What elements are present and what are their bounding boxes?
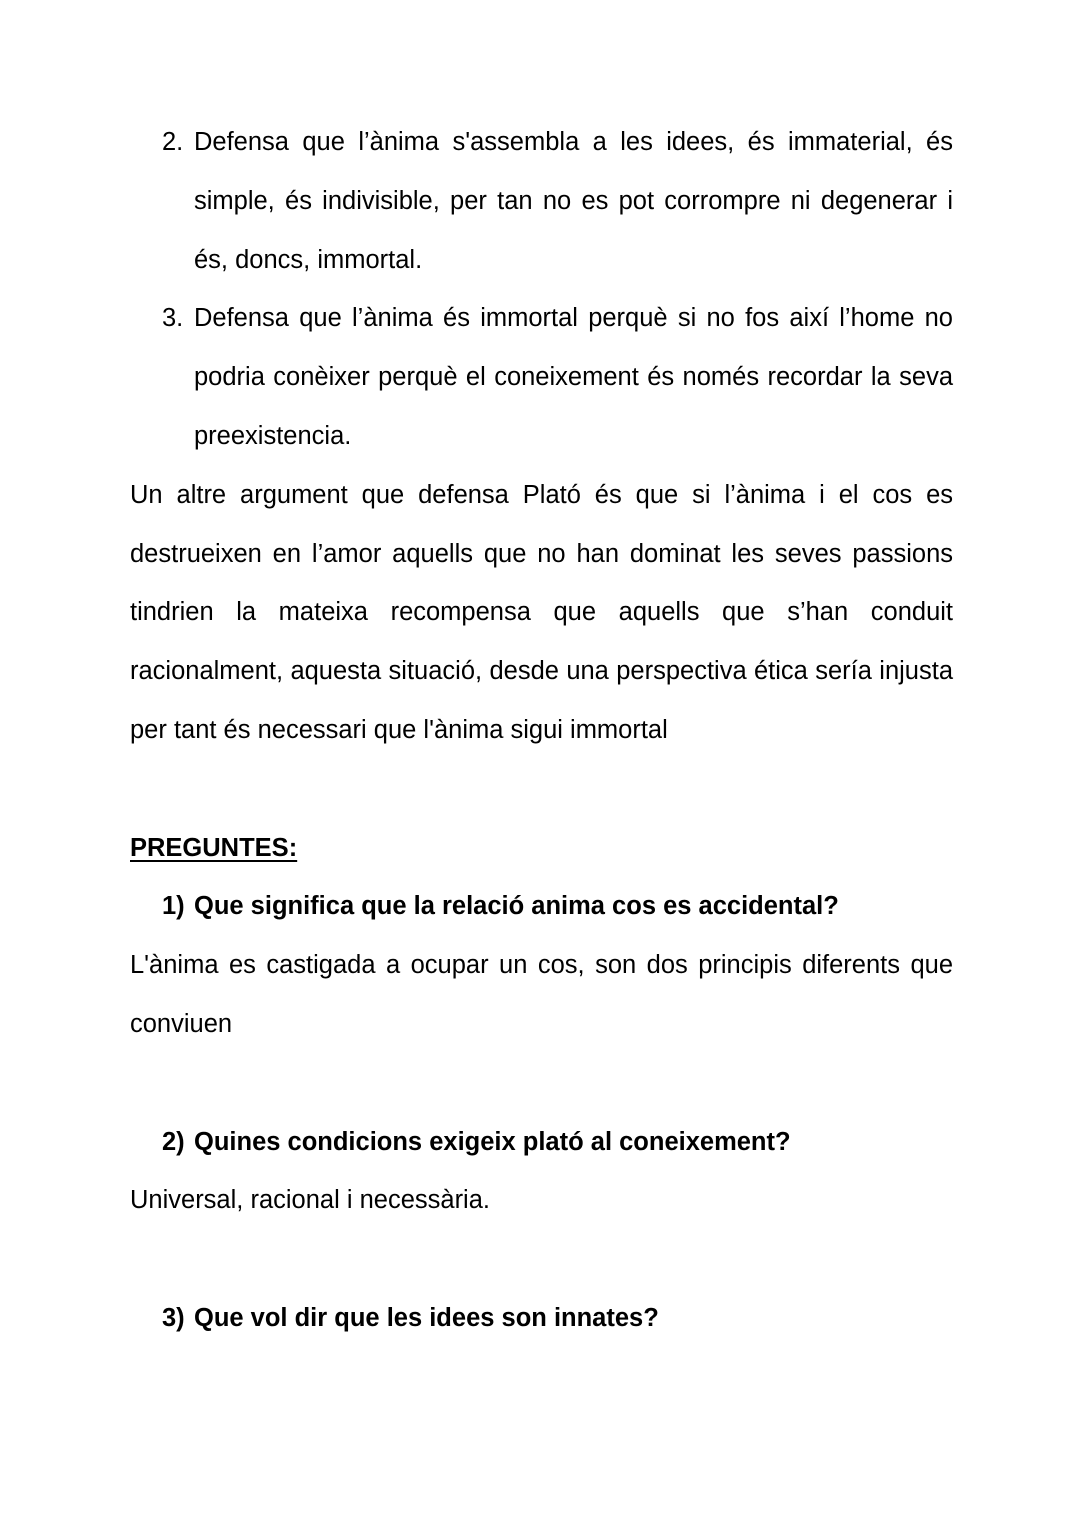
answer-1: L'ànima es castigada a ocupar un cos, son dos principis diferents que conviuen [130, 951, 953, 1038]
blank-line [130, 760, 953, 819]
question-2 [130, 1113, 953, 1172]
preguntes-heading-text: PREGUNTES: [130, 833, 298, 862]
answer-2: Universal, racional i necessària. [130, 1186, 490, 1215]
question-3-marker: 3) [162, 1303, 185, 1332]
question-1-text: Que significa que la relació anima cos es accidental? [194, 892, 839, 921]
question-2-text: Quines condicions exigeix plató al coneixement? [194, 1127, 791, 1156]
document-content [130, 113, 953, 1348]
list-item-2-text: Defensa que l’ànima s'assembla a les idees, és immaterial, és simple, és indivisible, per tan no es pot corrompre ni degenerar i és, doncs, immortal. [194, 128, 953, 274]
list-item-3 [130, 289, 953, 465]
question-1 [130, 877, 953, 936]
list-item-3-marker: 3. [162, 304, 184, 333]
preguntes-heading [130, 819, 953, 878]
list-item-2-marker: 2. [162, 128, 184, 156]
body-paragraph: Un altre argument que defensa Plató és que si l’ànima i el cos es destrueixen en l’amor aquells que no han dominat les seves passions tindrien la mateixa recompensa que aquells que s’han conduit racionalment, aquesta situació, desde una perspectiva ética sería injusta per tant és necessari que l'ànima sigui immortal [130, 480, 953, 744]
question-3-text: Que vol dir que les idees son innates? [194, 1303, 659, 1332]
list-item-2 [130, 113, 953, 289]
blank-line [130, 1054, 953, 1113]
blank-line [130, 1230, 953, 1289]
question-3 [130, 1289, 953, 1348]
list-item-3-text: Defensa que l’ànima és immortal perquè si no fos així l’home no podria conèixer perquè el coneixement és només recordar la seva preexistencia. [194, 304, 953, 450]
question-1-marker: 1) [162, 892, 185, 921]
question-2-marker: 2) [162, 1127, 185, 1156]
